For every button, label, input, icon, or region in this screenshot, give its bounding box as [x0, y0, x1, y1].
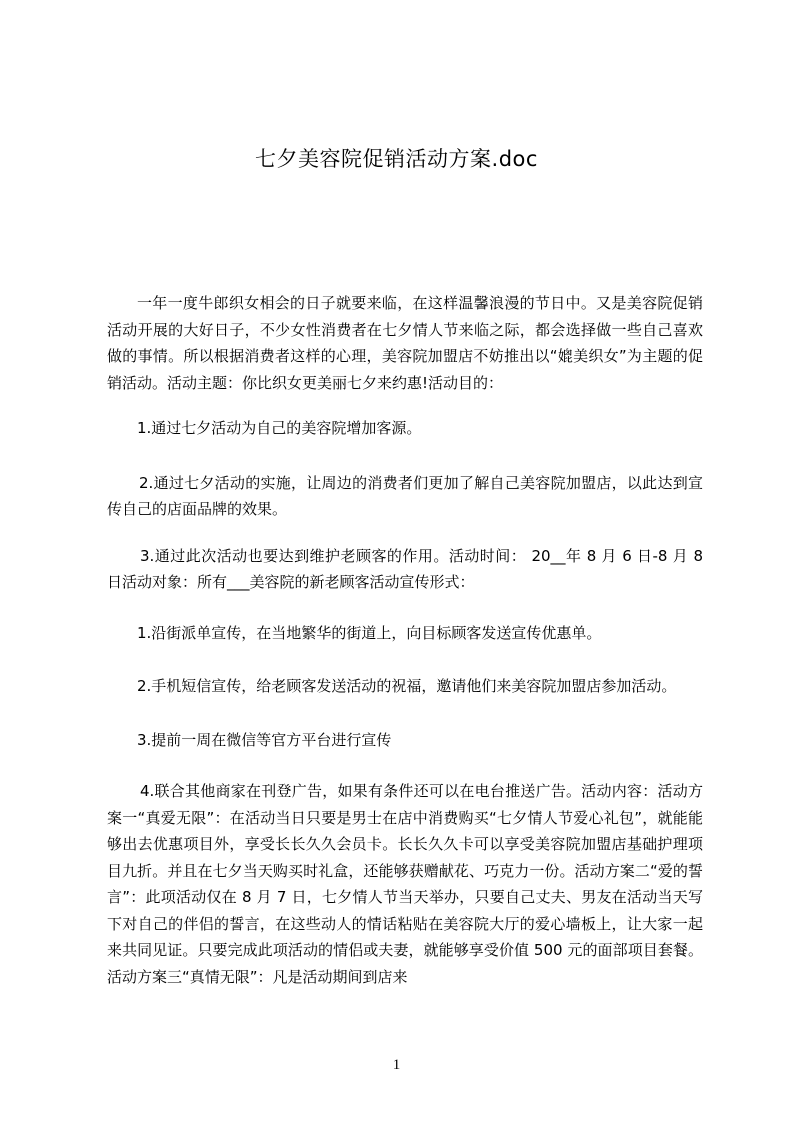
- paragraph-promo-4: 4.联合其他商家在刊登广告，如果有条件还可以在电台推送广告。活动内容：活动方案一“真爱无限”：在活动当日只要是男士在店中消费购买“七夕情人节爱心礼包”，就能能够出去优惠项目外，享受长长久久会员卡。长长久久卡可以享受美容院加盟店基础护理项目九折。并且在七夕当天购买时礼盒，还能够获赠献花、巧克力一份。活动方案二“爱的誓言”：此项活动仅在 8 月 7 日，七夕情人节当天举办，只要自己丈夫、男友在活动当天写下对自己的伴侣的誓言，在这些动人的情话粘贴在美容院大厅的爱心墙板上，让大家一起来共同见证。只要完成此项活动的情侣或夫妻，就能够享受价值 500 元的面部项目套餐。活动方案三“真情无限”：凡是活动期间到店来: [107, 782, 703, 986]
- paragraph-intro: 一年一度牛郎织女相会的日子就要来临，在这样温馨浪漫的节日中。又是美容院促销活动开展的大好日子，不少女性消费者在七夕情人节来临之际，都会选择做一些自己喜欢做的事情。所以根据消费者这样的心理，美容院加盟店不妨推出以“媲美织女”为主题的促销活动。活动主题：你比织女更美丽七夕来约惠!活动目的：: [107, 294, 703, 392]
- page-number: 1: [392, 1057, 401, 1073]
- document-title: 七夕美容院促销活动方案.doc: [255, 147, 538, 171]
- paragraph-goal-1: 1.通过七夕活动为自己的美容院增加客源。: [137, 419, 422, 437]
- paragraph-promo-1: 1.沿街派单宣传，在当地繁华的街道上，向目标顾客发送宣传优惠单。: [137, 623, 602, 642]
- paragraph-promo-3: 3.提前一周在微信等官方平台进行宣传: [137, 730, 392, 749]
- paragraph-goal-2: 2.通过七夕活动的实施，让周边的消费者们更加了解自己美容院加盟店，以此达到宣传自己的店面品牌的效果。: [107, 473, 703, 518]
- paragraph-goal-3: 3.通过此次活动也要达到维护老顾客的作用。活动时间： 20__年 8 月 6 日-8 月 8 日活动对象：所有___美容院的新老顾客活动宣传形式：: [107, 546, 703, 591]
- document-body: [107, 290, 703, 990]
- paragraph-promo-2: 2.手机短信宣传，给老顾客发送活动的祝福，邀请他们来美容院加盟店参加活动。: [137, 677, 677, 695]
